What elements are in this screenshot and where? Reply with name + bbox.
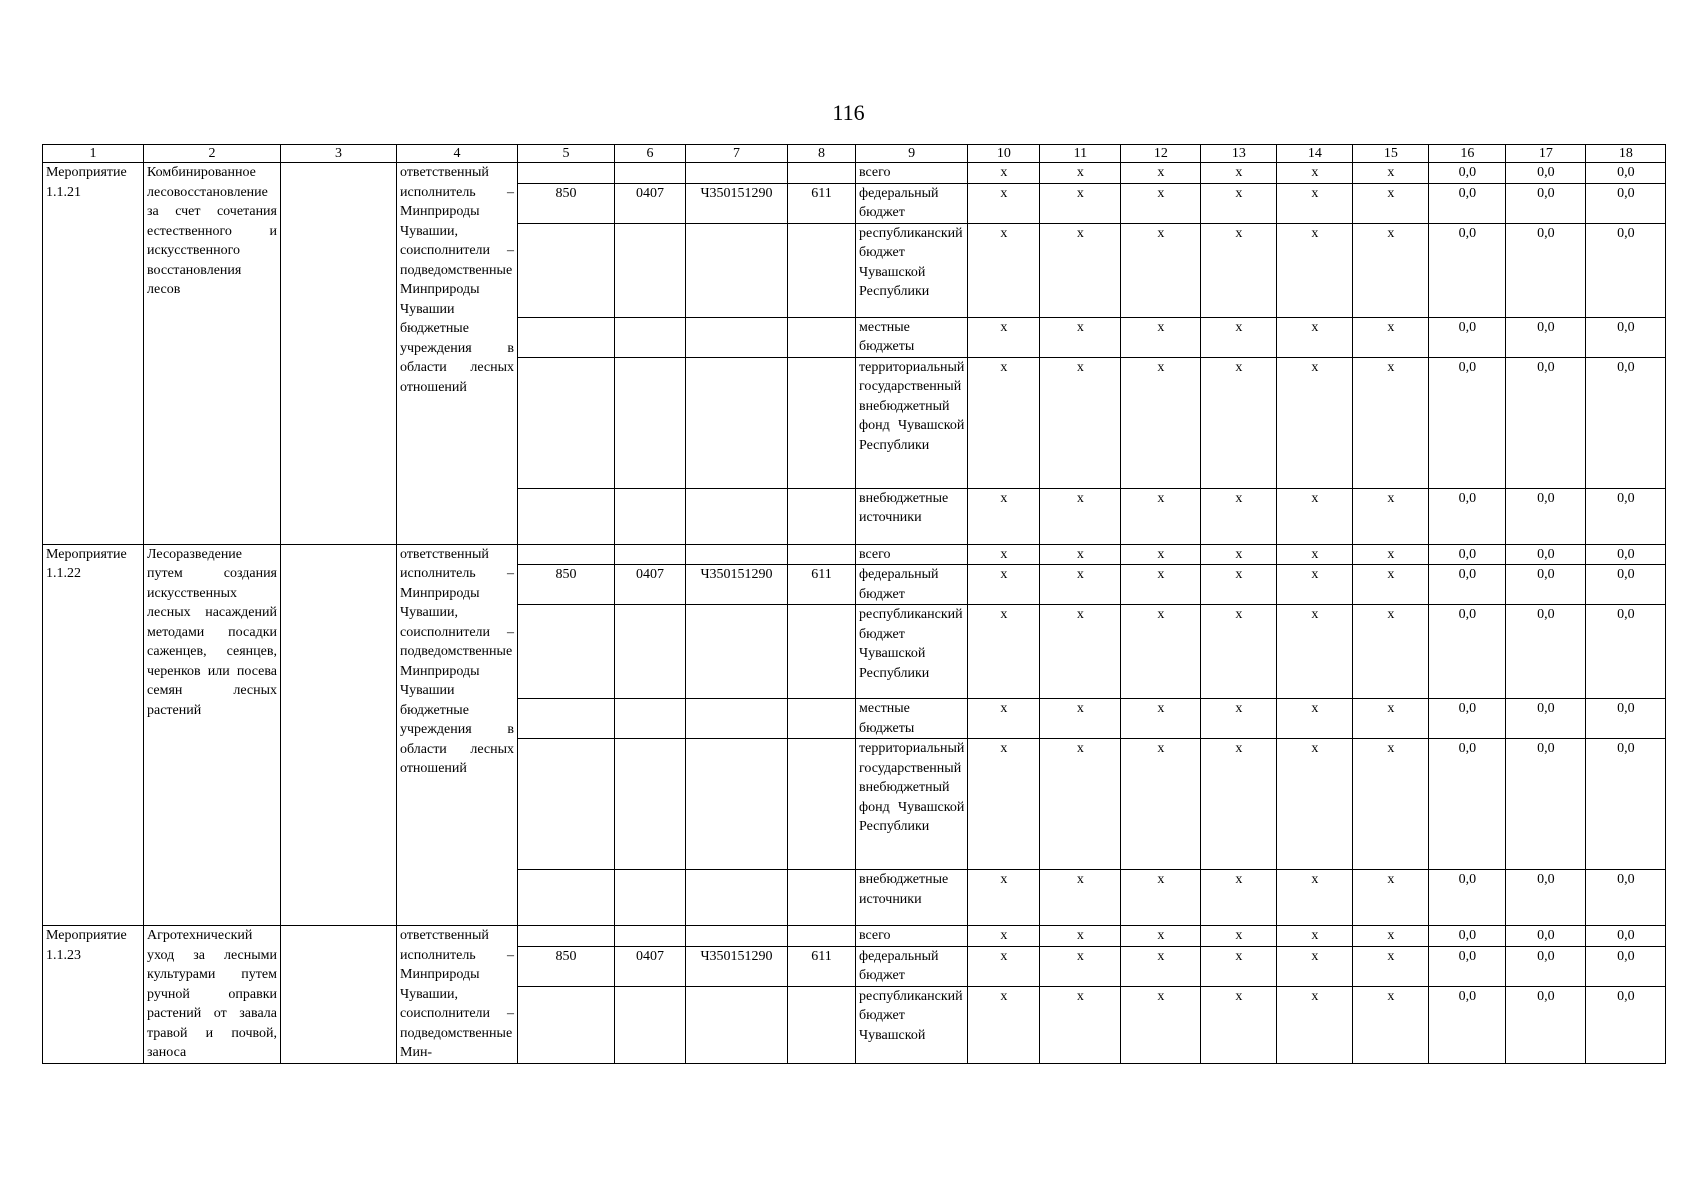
value-15: x	[1353, 357, 1429, 488]
code-target	[686, 223, 788, 317]
value-15: x	[1353, 163, 1429, 184]
event-responsible: ответственный исполнитель – Минприроды Чувашии, соисполнители – подведомственные Минприроды Чувашии бюджетные учреждения в области лесных отношений	[397, 544, 518, 926]
code-grbs	[518, 488, 615, 544]
code-target	[686, 317, 788, 357]
value-13: x	[1201, 317, 1277, 357]
value-16: 0,0	[1429, 699, 1506, 739]
funding-source: территориальный государственный внебюджетный фонд Чувашской Республики	[856, 357, 968, 488]
value-14: x	[1277, 488, 1353, 544]
value-16: 0,0	[1429, 544, 1506, 565]
value-14: x	[1277, 565, 1353, 605]
value-10: x	[968, 946, 1040, 986]
code-grbs	[518, 870, 615, 926]
funding-source: всего	[856, 926, 968, 947]
code-section	[615, 699, 686, 739]
value-11: x	[1040, 357, 1121, 488]
value-18: 0,0	[1586, 565, 1666, 605]
value-15: x	[1353, 223, 1429, 317]
value-12: x	[1121, 317, 1201, 357]
event-col3	[281, 926, 397, 1064]
value-13: x	[1201, 699, 1277, 739]
funding-source: федеральный бюджет	[856, 946, 968, 986]
value-17: 0,0	[1506, 183, 1586, 223]
value-16: 0,0	[1429, 739, 1506, 870]
column-number-15: 15	[1353, 145, 1429, 163]
value-10: x	[968, 870, 1040, 926]
value-16: 0,0	[1429, 488, 1506, 544]
code-target	[686, 739, 788, 870]
code-expense-type	[788, 317, 856, 357]
code-grbs	[518, 223, 615, 317]
code-section	[615, 357, 686, 488]
value-16: 0,0	[1429, 183, 1506, 223]
value-16: 0,0	[1429, 926, 1506, 947]
value-11: x	[1040, 926, 1121, 947]
value-10: x	[968, 739, 1040, 870]
code-section	[615, 163, 686, 184]
column-number-5: 5	[518, 145, 615, 163]
value-10: x	[968, 986, 1040, 1063]
value-10: x	[968, 565, 1040, 605]
value-18: 0,0	[1586, 317, 1666, 357]
value-12: x	[1121, 870, 1201, 926]
value-11: x	[1040, 605, 1121, 699]
value-12: x	[1121, 699, 1201, 739]
value-11: x	[1040, 223, 1121, 317]
value-12: x	[1121, 946, 1201, 986]
value-14: x	[1277, 163, 1353, 184]
column-number-13: 13	[1201, 145, 1277, 163]
code-expense-type	[788, 926, 856, 947]
code-section	[615, 223, 686, 317]
value-14: x	[1277, 544, 1353, 565]
event-id: Мероприятие 1.1.22	[43, 544, 144, 926]
column-number-18: 18	[1586, 145, 1666, 163]
value-12: x	[1121, 163, 1201, 184]
value-14: x	[1277, 183, 1353, 223]
value-13: x	[1201, 605, 1277, 699]
value-10: x	[968, 926, 1040, 947]
value-10: x	[968, 605, 1040, 699]
value-12: x	[1121, 488, 1201, 544]
code-section	[615, 488, 686, 544]
value-11: x	[1040, 946, 1121, 986]
value-11: x	[1040, 163, 1121, 184]
value-12: x	[1121, 605, 1201, 699]
code-expense-type	[788, 163, 856, 184]
code-expense-type: 611	[788, 565, 856, 605]
value-11: x	[1040, 986, 1121, 1063]
value-14: x	[1277, 699, 1353, 739]
value-11: x	[1040, 183, 1121, 223]
value-17: 0,0	[1506, 357, 1586, 488]
value-16: 0,0	[1429, 986, 1506, 1063]
code-grbs: 850	[518, 565, 615, 605]
value-15: x	[1353, 317, 1429, 357]
event-name: Лесоразведение путем создания искусственных лесных насаждений методами посадки саженцев, сеянцев, черенков или посева семян лесных растений	[144, 544, 281, 926]
value-18: 0,0	[1586, 544, 1666, 565]
value-17: 0,0	[1506, 488, 1586, 544]
value-12: x	[1121, 986, 1201, 1063]
table-body	[43, 145, 1666, 1064]
code-grbs	[518, 317, 615, 357]
value-13: x	[1201, 565, 1277, 605]
table-row	[43, 544, 1666, 565]
code-expense-type: 611	[788, 946, 856, 986]
code-expense-type	[788, 870, 856, 926]
value-14: x	[1277, 870, 1353, 926]
value-11: x	[1040, 565, 1121, 605]
value-17: 0,0	[1506, 870, 1586, 926]
value-15: x	[1353, 183, 1429, 223]
column-number-11: 11	[1040, 145, 1121, 163]
column-number-9: 9	[856, 145, 968, 163]
value-14: x	[1277, 986, 1353, 1063]
table-row	[43, 926, 1666, 947]
value-14: x	[1277, 946, 1353, 986]
code-grbs	[518, 163, 615, 184]
value-16: 0,0	[1429, 317, 1506, 357]
column-number-4: 4	[397, 145, 518, 163]
column-number-17: 17	[1506, 145, 1586, 163]
value-16: 0,0	[1429, 946, 1506, 986]
event-id: Мероприятие 1.1.21	[43, 163, 144, 545]
value-13: x	[1201, 223, 1277, 317]
value-17: 0,0	[1506, 986, 1586, 1063]
code-target	[686, 870, 788, 926]
value-18: 0,0	[1586, 739, 1666, 870]
event-col3	[281, 163, 397, 545]
code-grbs	[518, 739, 615, 870]
column-number-14: 14	[1277, 145, 1353, 163]
value-11: x	[1040, 699, 1121, 739]
column-number-6: 6	[615, 145, 686, 163]
value-15: x	[1353, 946, 1429, 986]
value-14: x	[1277, 605, 1353, 699]
funding-source: республиканский бюджет Чувашской Республики	[856, 223, 968, 317]
value-10: x	[968, 357, 1040, 488]
value-18: 0,0	[1586, 699, 1666, 739]
value-18: 0,0	[1586, 163, 1666, 184]
funding-source: федеральный бюджет	[856, 183, 968, 223]
funding-source: всего	[856, 163, 968, 184]
event-responsible: ответственный исполнитель – Минприроды Чувашии, соисполнители – подведомственные Минприроды Чувашии бюджетные учреждения в области лесных отношений	[397, 163, 518, 545]
funding-source: местные бюджеты	[856, 699, 968, 739]
code-target	[686, 605, 788, 699]
value-12: x	[1121, 544, 1201, 565]
code-section	[615, 317, 686, 357]
event-col3	[281, 544, 397, 926]
value-15: x	[1353, 870, 1429, 926]
code-expense-type	[788, 605, 856, 699]
code-section: 0407	[615, 946, 686, 986]
value-13: x	[1201, 488, 1277, 544]
value-16: 0,0	[1429, 565, 1506, 605]
value-11: x	[1040, 317, 1121, 357]
value-15: x	[1353, 544, 1429, 565]
value-11: x	[1040, 739, 1121, 870]
value-10: x	[968, 183, 1040, 223]
value-18: 0,0	[1586, 946, 1666, 986]
value-17: 0,0	[1506, 926, 1586, 947]
code-expense-type	[788, 699, 856, 739]
value-13: x	[1201, 183, 1277, 223]
funding-source: федеральный бюджет	[856, 565, 968, 605]
value-16: 0,0	[1429, 223, 1506, 317]
value-18: 0,0	[1586, 986, 1666, 1063]
value-12: x	[1121, 183, 1201, 223]
code-expense-type	[788, 986, 856, 1063]
funding-source: республиканский бюджет Чувашской	[856, 986, 968, 1063]
value-15: x	[1353, 986, 1429, 1063]
code-section	[615, 605, 686, 699]
value-16: 0,0	[1429, 357, 1506, 488]
value-17: 0,0	[1506, 946, 1586, 986]
code-grbs	[518, 986, 615, 1063]
value-17: 0,0	[1506, 699, 1586, 739]
value-11: x	[1040, 544, 1121, 565]
funding-source: территориальный государственный внебюджетный фонд Чувашской Республики	[856, 739, 968, 870]
code-grbs	[518, 357, 615, 488]
value-15: x	[1353, 926, 1429, 947]
value-12: x	[1121, 926, 1201, 947]
code-section	[615, 986, 686, 1063]
value-18: 0,0	[1586, 926, 1666, 947]
value-14: x	[1277, 223, 1353, 317]
code-target: Ч350151290	[686, 946, 788, 986]
event-name: Агротехнический уход за лесными культурами путем ручной оправки растений от завала травой и почвой, заноса	[144, 926, 281, 1064]
value-13: x	[1201, 163, 1277, 184]
code-expense-type	[788, 544, 856, 565]
code-grbs	[518, 605, 615, 699]
value-14: x	[1277, 739, 1353, 870]
column-number-7: 7	[686, 145, 788, 163]
value-11: x	[1040, 870, 1121, 926]
event-responsible: ответственный исполнитель – Минприроды Чувашии, соисполнители – подведомственные Мин-	[397, 926, 518, 1064]
value-10: x	[968, 223, 1040, 317]
code-section	[615, 544, 686, 565]
value-16: 0,0	[1429, 163, 1506, 184]
code-section: 0407	[615, 565, 686, 605]
value-10: x	[968, 488, 1040, 544]
value-12: x	[1121, 223, 1201, 317]
code-target	[686, 488, 788, 544]
code-target	[686, 357, 788, 488]
value-10: x	[968, 544, 1040, 565]
code-expense-type: 611	[788, 183, 856, 223]
value-14: x	[1277, 926, 1353, 947]
funding-source: республиканский бюджет Чувашской Республики	[856, 605, 968, 699]
code-section: 0407	[615, 183, 686, 223]
code-target: Ч350151290	[686, 183, 788, 223]
code-expense-type	[788, 488, 856, 544]
value-12: x	[1121, 739, 1201, 870]
value-13: x	[1201, 739, 1277, 870]
code-expense-type	[788, 739, 856, 870]
value-18: 0,0	[1586, 870, 1666, 926]
value-10: x	[968, 699, 1040, 739]
column-number-2: 2	[144, 145, 281, 163]
funding-source: внебюджетные источники	[856, 870, 968, 926]
value-13: x	[1201, 986, 1277, 1063]
column-number-12: 12	[1121, 145, 1201, 163]
value-18: 0,0	[1586, 183, 1666, 223]
column-number-3: 3	[281, 145, 397, 163]
value-18: 0,0	[1586, 488, 1666, 544]
value-18: 0,0	[1586, 223, 1666, 317]
code-target	[686, 926, 788, 947]
value-16: 0,0	[1429, 870, 1506, 926]
code-target	[686, 699, 788, 739]
value-16: 0,0	[1429, 605, 1506, 699]
value-10: x	[968, 317, 1040, 357]
value-12: x	[1121, 357, 1201, 488]
value-14: x	[1277, 357, 1353, 488]
value-15: x	[1353, 699, 1429, 739]
column-number-16: 16	[1429, 145, 1506, 163]
value-15: x	[1353, 488, 1429, 544]
code-target: Ч350151290	[686, 565, 788, 605]
funding-source: местные бюджеты	[856, 317, 968, 357]
value-17: 0,0	[1506, 223, 1586, 317]
code-target	[686, 986, 788, 1063]
value-13: x	[1201, 926, 1277, 947]
code-target	[686, 163, 788, 184]
funding-source: всего	[856, 544, 968, 565]
value-14: x	[1277, 317, 1353, 357]
value-13: x	[1201, 870, 1277, 926]
code-grbs: 850	[518, 183, 615, 223]
value-18: 0,0	[1586, 605, 1666, 699]
value-17: 0,0	[1506, 317, 1586, 357]
value-17: 0,0	[1506, 605, 1586, 699]
code-grbs	[518, 544, 615, 565]
code-section	[615, 739, 686, 870]
value-17: 0,0	[1506, 544, 1586, 565]
column-number-10: 10	[968, 145, 1040, 163]
value-17: 0,0	[1506, 163, 1586, 184]
code-grbs	[518, 699, 615, 739]
value-11: x	[1040, 488, 1121, 544]
code-section	[615, 870, 686, 926]
value-12: x	[1121, 565, 1201, 605]
code-expense-type	[788, 223, 856, 317]
code-section	[615, 926, 686, 947]
value-15: x	[1353, 739, 1429, 870]
value-18: 0,0	[1586, 357, 1666, 488]
program-activities-table	[42, 144, 1666, 1064]
page-number: 116	[832, 100, 865, 125]
table-row	[43, 163, 1666, 184]
value-10: x	[968, 163, 1040, 184]
code-expense-type	[788, 357, 856, 488]
column-number-1: 1	[43, 145, 144, 163]
value-15: x	[1353, 565, 1429, 605]
value-13: x	[1201, 357, 1277, 488]
code-target	[686, 544, 788, 565]
value-15: x	[1353, 605, 1429, 699]
value-17: 0,0	[1506, 739, 1586, 870]
funding-source: внебюджетные источники	[856, 488, 968, 544]
value-13: x	[1201, 544, 1277, 565]
event-name: Комбинированное лесовосстановление за счет сочетания естественного и искусственного восстановления лесов	[144, 163, 281, 545]
value-13: x	[1201, 946, 1277, 986]
event-id: Мероприятие 1.1.23	[43, 926, 144, 1064]
column-number-row	[43, 145, 1666, 163]
value-17: 0,0	[1506, 565, 1586, 605]
column-number-8: 8	[788, 145, 856, 163]
code-grbs: 850	[518, 946, 615, 986]
code-grbs	[518, 926, 615, 947]
